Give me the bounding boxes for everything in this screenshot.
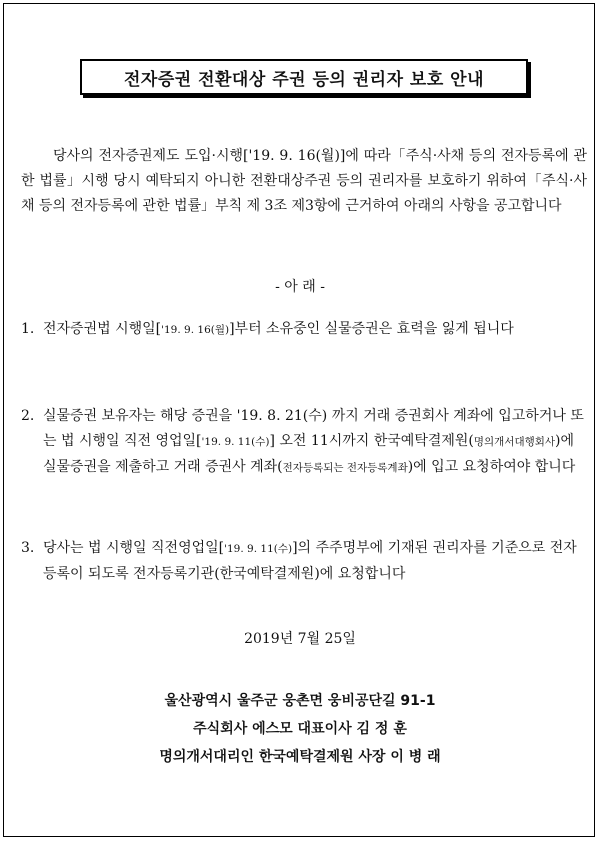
title-box: [80, 59, 528, 95]
intro-paragraph: [21, 144, 587, 219]
item-text: ] 오전 11시까지 한국예탁결제원(: [269, 433, 474, 449]
item-date: '19. 9. 11(수): [224, 543, 293, 555]
intro-text: 당사의 전자증권제도 도입·시행['19. 9. 16(월)]에 따라「주식·사채 등의 전자등록에 관한 법률」시행 당시 예탁되지 아니한 전환대상주권 등의 권리자를 보호하기 위하여「주식·사채 등의 전자등록에 관한 법률」부칙 제 3조 제3항에 근거하여 아래의 사항을 공고합니다: [21, 148, 587, 214]
item-text: )에 실물증권을 제출하고 거래 증권사 계좌(: [43, 433, 575, 475]
item-text: 당사는 법 시행일 직전영업일[: [43, 540, 225, 556]
item-date: '19. 9. 16(월): [161, 324, 230, 336]
footer-company: 주식회사 에스모 대표이사 김 정 훈: [193, 721, 407, 737]
item-text: ]부터 소유중인 실물증권은 효력을 잃게 됩니다: [229, 321, 514, 337]
page-title: 전자증권 전환대상 주권 등의 권리자 보호 안내: [123, 69, 485, 90]
footer-address: 울산광역시 울주군 웅촌면 웅비공단길 91-1: [164, 693, 436, 709]
footer-agent: 명의개서대리인 한국예탁결제원 사장 이 병 래: [159, 749, 441, 765]
item-text: 실물증권 보유자는 해당 증권을 '19. 8. 21(수) 까지 거래 증권회사 계좌에 입고하거나 또는 법 시행일 직전 영업일[: [43, 408, 584, 449]
item-text: ]의 주주명부에 기재된 권리자를 기준으로 전자등록이 되도록 전자등록기관(한국예탁결제원)에 요청합니다: [43, 540, 577, 582]
list-item-2: [21, 404, 589, 481]
item-note: 명의개서대행회사: [473, 436, 556, 448]
item-text: 전자증권법 시행일[: [43, 321, 162, 337]
notice-page: [3, 3, 595, 837]
notice-date: 2019년 7월 25일: [244, 631, 356, 647]
item-date: '19. 9. 11(수): [201, 436, 270, 448]
list-item-1: [21, 317, 589, 343]
section-heading: - 아 래 -: [275, 279, 325, 295]
item-number: 3.: [21, 540, 35, 556]
item-text: )에 입고 요청하여야 합니다: [407, 459, 576, 475]
list-item-3: [21, 536, 589, 587]
item-note: 전자등록되는 전자등록계좌: [282, 462, 408, 474]
item-number: 2.: [21, 408, 35, 424]
item-number: 1.: [21, 321, 35, 337]
